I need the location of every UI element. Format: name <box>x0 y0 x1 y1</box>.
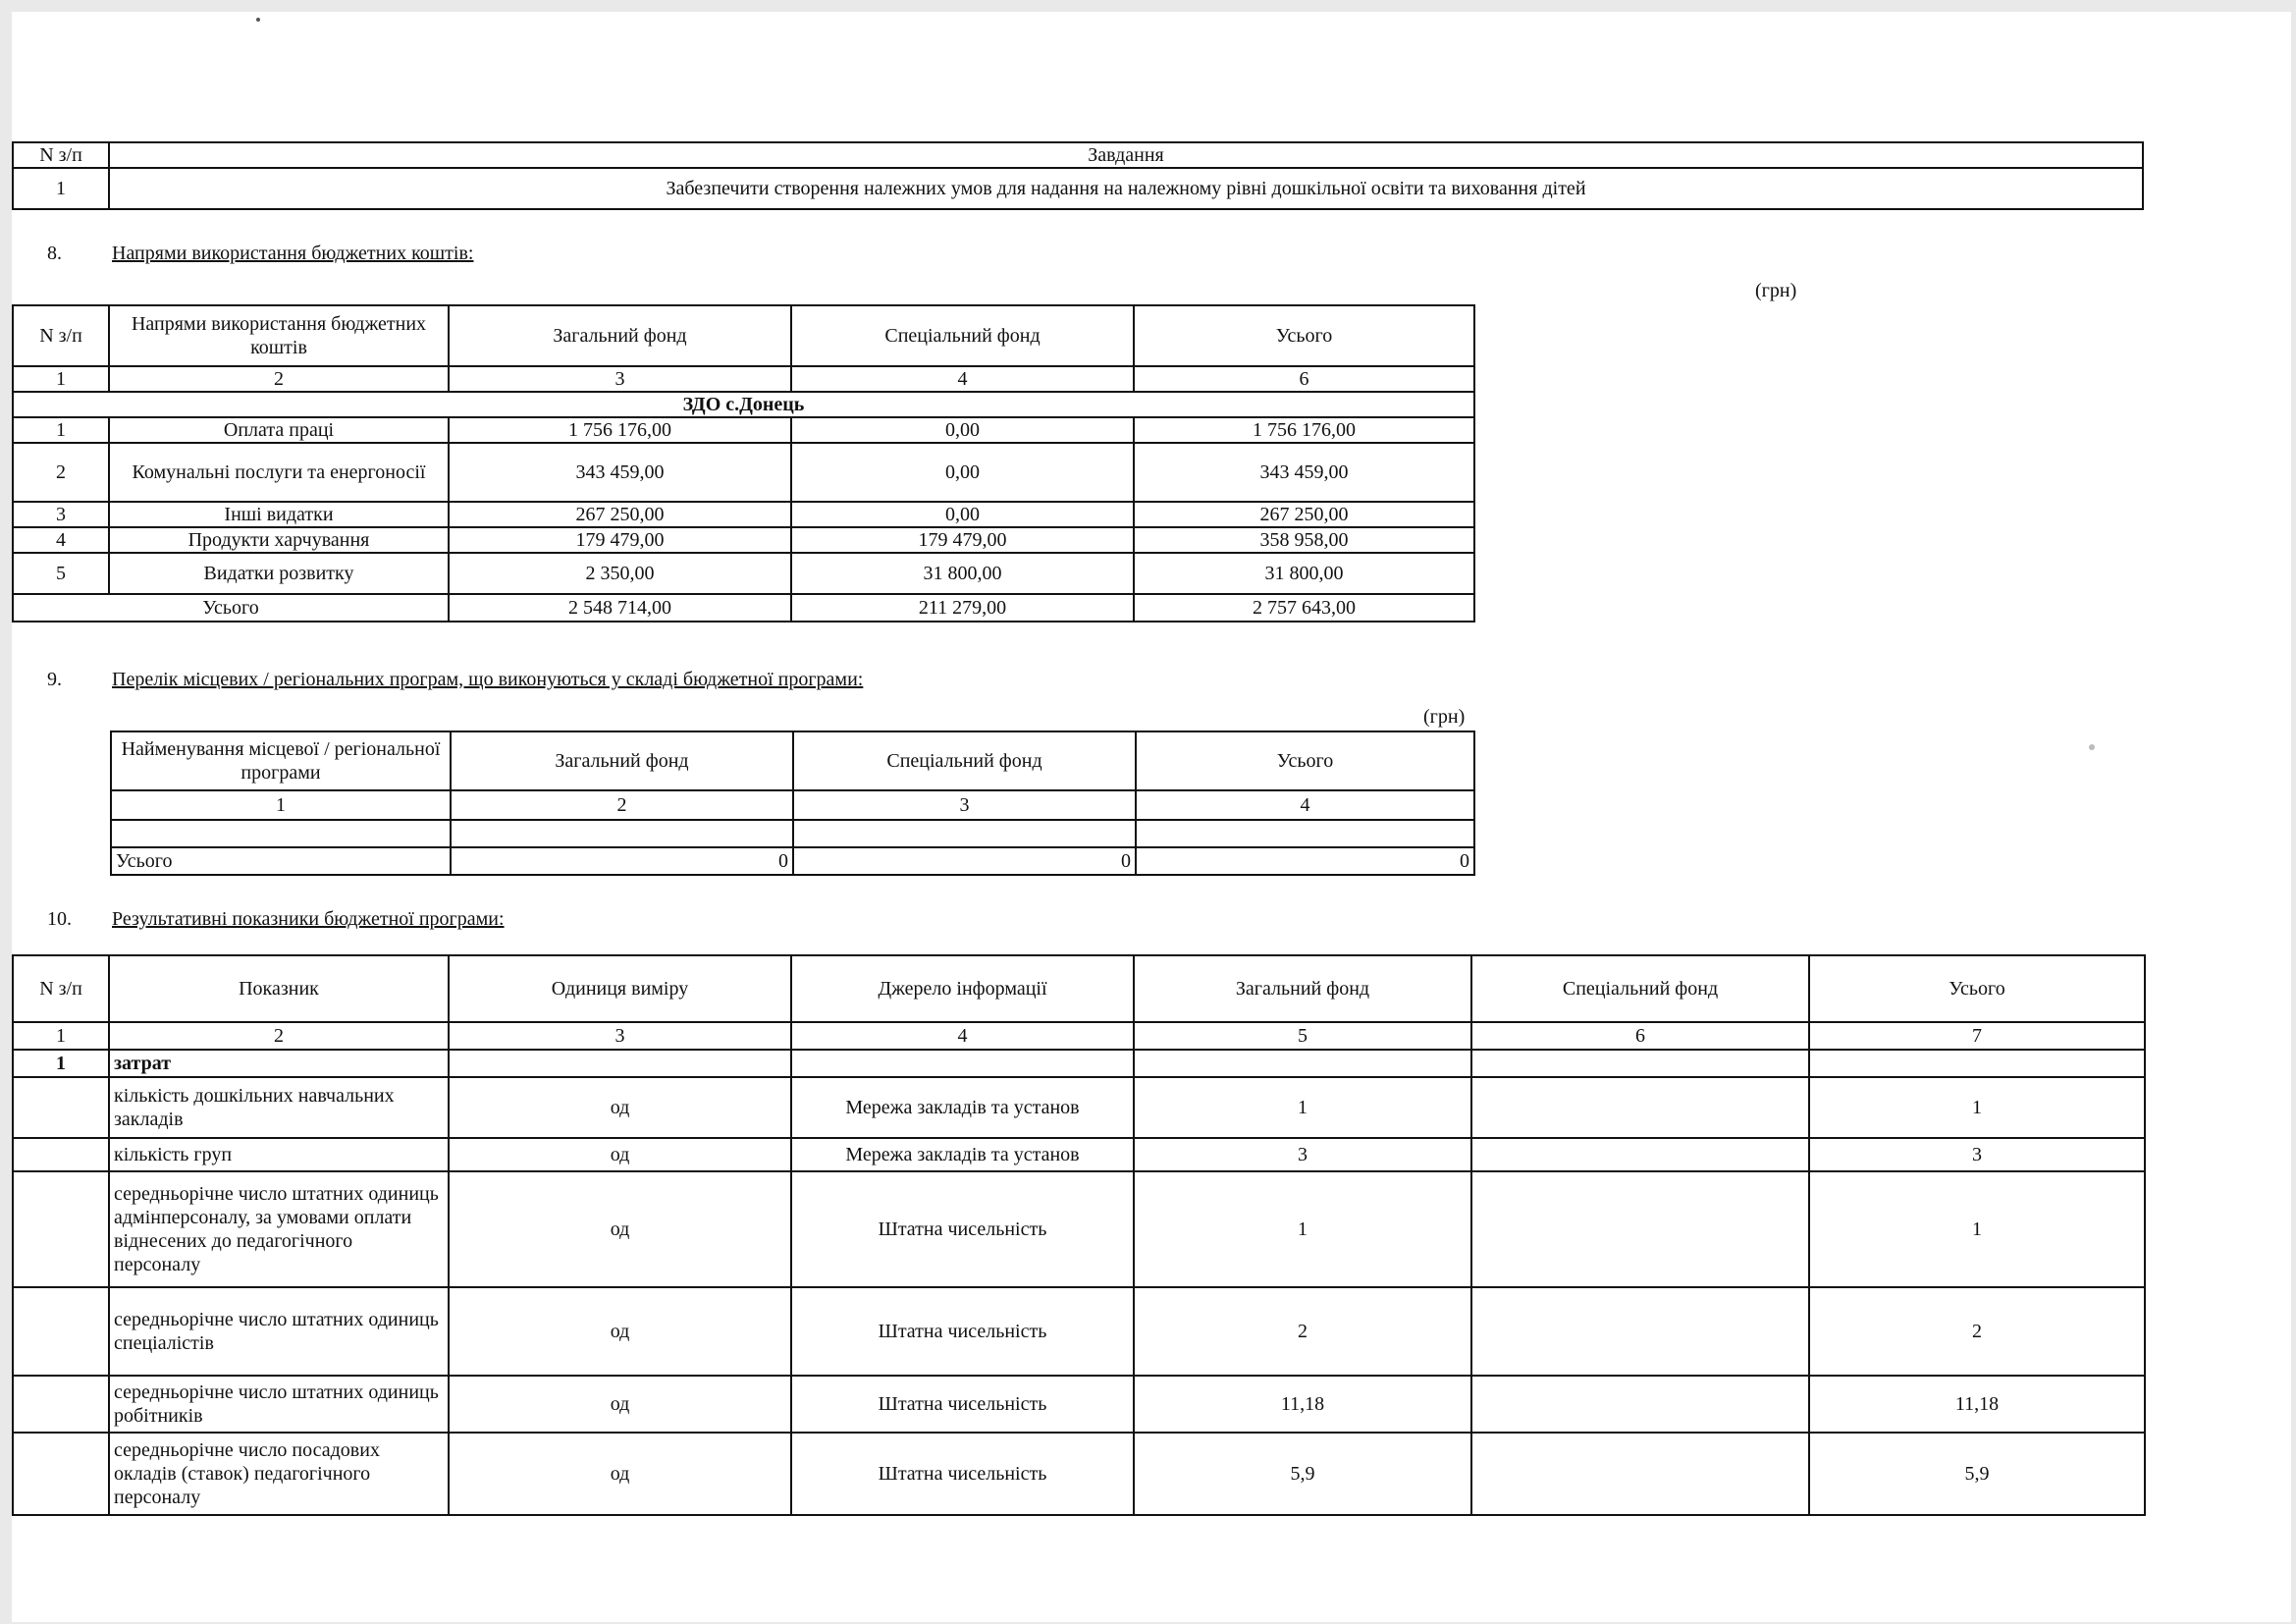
performance-indicators-table <box>12 954 2146 1516</box>
group-title: затрат <box>109 1050 449 1077</box>
col-number: 3 <box>449 366 791 392</box>
col-number: 7 <box>1809 1022 2145 1050</box>
table-row <box>13 1171 2145 1287</box>
section-title: Результативні показники бюджетної програми: <box>112 908 505 930</box>
table-row <box>13 1077 2145 1138</box>
table-row <box>13 1433 2145 1515</box>
section-title: Напрями використання бюджетних коштів: <box>112 243 474 264</box>
row-number <box>13 1077 109 1138</box>
budget-directions-table <box>12 304 1475 623</box>
indicator-name: кількість дошкільних навчальних закладів <box>109 1077 449 1138</box>
col-header: Спеціальний фонд <box>791 305 1134 366</box>
info-source: Штатна чисельність <box>791 1376 1134 1433</box>
unit-label: (грн) <box>1423 706 1466 728</box>
general-fund: 1 <box>1134 1077 1471 1138</box>
special-fund <box>1471 1077 1809 1138</box>
row-number: 1 <box>13 417 109 443</box>
col-number: 1 <box>13 366 109 392</box>
col-header: Спеціальний фонд <box>793 731 1136 790</box>
indicator-name: кількість груп <box>109 1138 449 1171</box>
empty-row <box>111 820 1474 847</box>
direction-name: Видатки розвитку <box>109 553 449 594</box>
table-row <box>13 553 1474 594</box>
total-value: 3 <box>1809 1138 2145 1171</box>
unit-label: (грн) <box>1755 280 1797 301</box>
info-source: Штатна чисельність <box>791 1171 1134 1287</box>
col-header: N з/п <box>13 142 109 168</box>
col-number: 4 <box>1136 790 1474 820</box>
indicator-name: середньорічне число штатних одиниць спеціалістів <box>109 1287 449 1376</box>
section-number: 10. <box>47 908 72 930</box>
col-header: Спеціальний фонд <box>1471 955 1809 1022</box>
info-source: Мережа закладів та установ <box>791 1138 1134 1171</box>
scan-speck <box>256 18 260 22</box>
special-fund <box>1471 1433 1809 1515</box>
col-header: Показник <box>109 955 449 1022</box>
col-header: N з/п <box>13 955 109 1022</box>
task-number: 1 <box>13 168 109 209</box>
unit-of-measure: од <box>449 1433 791 1515</box>
general-fund: 11,18 <box>1134 1376 1471 1433</box>
col-number: 1 <box>111 790 451 820</box>
table-row <box>13 417 1474 443</box>
total-value: 31 800,00 <box>1134 553 1474 594</box>
special-fund: 0,00 <box>791 443 1134 502</box>
row-number <box>13 1287 109 1376</box>
general-fund: 5,9 <box>1134 1433 1471 1515</box>
row-number <box>13 1433 109 1515</box>
special-fund-total: 0 <box>793 847 1136 875</box>
general-fund: 1 756 176,00 <box>449 417 791 443</box>
info-source: Мережа закладів та установ <box>791 1077 1134 1138</box>
direction-name: Продукти харчування <box>109 527 449 553</box>
table-row <box>13 443 1474 502</box>
general-fund: 179 479,00 <box>449 527 791 553</box>
row-number <box>13 1376 109 1433</box>
general-fund-total: 2 548 714,00 <box>449 594 791 622</box>
col-header: Джерело інформації <box>791 955 1134 1022</box>
indicator-name: середньорічне число посадових окладів (ставок) педагогічного персоналу <box>109 1433 449 1515</box>
table-row <box>13 527 1474 553</box>
col-header: Усього <box>1134 305 1474 366</box>
special-fund: 179 479,00 <box>791 527 1134 553</box>
special-fund: 0,00 <box>791 417 1134 443</box>
general-fund-total: 0 <box>451 847 793 875</box>
group-row <box>13 1050 2145 1077</box>
row-number <box>13 1138 109 1171</box>
col-header: Напрями використання бюджетних коштів <box>109 305 449 366</box>
row-number: 2 <box>13 443 109 502</box>
indicator-name: середньорічне число штатних одиниць робітників <box>109 1376 449 1433</box>
total-value: 343 459,00 <box>1134 443 1474 502</box>
general-fund: 267 250,00 <box>449 502 791 527</box>
col-number: 1 <box>13 1022 109 1050</box>
col-header: N з/п <box>13 305 109 366</box>
general-fund: 2 <box>1134 1287 1471 1376</box>
row-number <box>13 1171 109 1287</box>
local-programs-table <box>110 731 1475 876</box>
unit-of-measure: од <box>449 1287 791 1376</box>
grand-total: 2 757 643,00 <box>1134 594 1474 622</box>
unit-of-measure: од <box>449 1077 791 1138</box>
table-row <box>13 1138 2145 1171</box>
total-value: 1 756 176,00 <box>1134 417 1474 443</box>
direction-name: Комунальні послуги та енергоносії <box>109 443 449 502</box>
direction-name: Інші видатки <box>109 502 449 527</box>
section-number: 8. <box>47 243 62 264</box>
col-number: 5 <box>1134 1022 1471 1050</box>
scan-speck <box>2089 744 2095 750</box>
info-source: Штатна чисельність <box>791 1287 1134 1376</box>
general-fund: 3 <box>1134 1138 1471 1171</box>
direction-name: Оплата праці <box>109 417 449 443</box>
row-number: 4 <box>13 527 109 553</box>
total-value: 358 958,00 <box>1134 527 1474 553</box>
general-fund: 2 350,00 <box>449 553 791 594</box>
special-fund <box>1471 1138 1809 1171</box>
col-number: 6 <box>1471 1022 1809 1050</box>
table-row <box>13 1376 2145 1433</box>
col-number: 2 <box>109 1022 449 1050</box>
info-source: Штатна чисельність <box>791 1433 1134 1515</box>
total-value: 2 <box>1809 1287 2145 1376</box>
total-value: 5,9 <box>1809 1433 2145 1515</box>
total-row <box>13 594 1474 622</box>
table-row <box>13 1287 2145 1376</box>
col-header: Одиниця виміру <box>449 955 791 1022</box>
section-title: Перелік місцевих / регіональних програм, що виконуються у складі бюджетної програми: <box>112 669 864 690</box>
special-fund: 0,00 <box>791 502 1134 527</box>
col-number: 2 <box>109 366 449 392</box>
col-header: Найменування місцевої / регіональної програми <box>111 731 451 790</box>
total-value: 1 <box>1809 1077 2145 1138</box>
total-row <box>111 847 1474 875</box>
col-header: Загальний фонд <box>451 731 793 790</box>
col-header: Усього <box>1136 731 1474 790</box>
special-fund-total: 211 279,00 <box>791 594 1134 622</box>
task-text: Забезпечити створення належних умов для надання на належному рівні дошкільної освіти та виховання дітей <box>109 168 2143 209</box>
table-row <box>13 502 1474 527</box>
total-value: 11,18 <box>1809 1376 2145 1433</box>
unit-of-measure: од <box>449 1376 791 1433</box>
unit-of-measure: од <box>449 1171 791 1287</box>
special-fund: 31 800,00 <box>791 553 1134 594</box>
group-header: ЗДО с.Донець <box>13 392 1474 417</box>
total-label: Усього <box>13 594 449 622</box>
indicator-name: середньорічне число штатних одиниць адмінперсоналу, за умовами оплати віднесених до педагогічного персоналу <box>109 1171 449 1287</box>
special-fund <box>1471 1171 1809 1287</box>
col-number: 6 <box>1134 366 1474 392</box>
unit-of-measure: од <box>449 1138 791 1171</box>
col-header: Усього <box>1809 955 2145 1022</box>
col-header: Загальний фонд <box>1134 955 1471 1022</box>
col-number: 3 <box>449 1022 791 1050</box>
col-number: 4 <box>791 1022 1134 1050</box>
col-header: Загальний фонд <box>449 305 791 366</box>
row-number: 5 <box>13 553 109 594</box>
special-fund <box>1471 1376 1809 1433</box>
row-number: 3 <box>13 502 109 527</box>
group-number: 1 <box>13 1050 109 1077</box>
col-number: 4 <box>791 366 1134 392</box>
special-fund <box>1471 1287 1809 1376</box>
general-fund: 343 459,00 <box>449 443 791 502</box>
col-header: Завдання <box>109 142 2143 168</box>
col-number: 3 <box>793 790 1136 820</box>
general-fund: 1 <box>1134 1171 1471 1287</box>
col-number: 2 <box>451 790 793 820</box>
tasks-table <box>12 141 2144 210</box>
total-value: 267 250,00 <box>1134 502 1474 527</box>
total-label: Усього <box>111 847 451 875</box>
total-value: 1 <box>1809 1171 2145 1287</box>
grand-total: 0 <box>1136 847 1474 875</box>
section-number: 9. <box>47 669 62 690</box>
